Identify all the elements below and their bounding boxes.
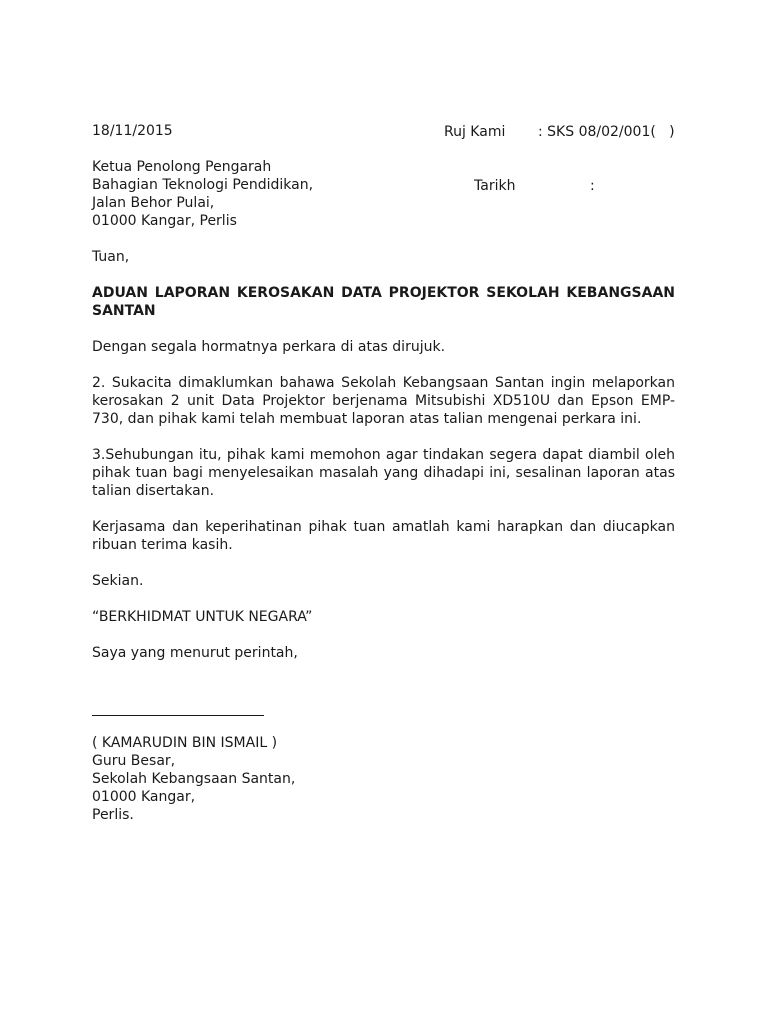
paragraph-3: 3.Sehubungan itu, pihak kami memohon agar tindakan segera dapat diambil oleh pihak tuan bagi menyelesaikan masalah yang dihadapi ini, sesalinan laporan atas talian disertakan. xyxy=(92,447,675,499)
letter-subject: ADUAN LAPORAN KEROSAKAN DATA PROJEKTOR SEKOLAH KEBANGSAAN SANTAN xyxy=(92,285,675,319)
signature-line xyxy=(92,698,264,716)
ruj-kami-label: Ruj Kami xyxy=(444,124,506,140)
signer-title: Guru Besar, xyxy=(92,753,176,769)
recipient-line-4: 01000 Kangar, Perlis xyxy=(92,213,237,229)
letter-date: 18/11/2015 xyxy=(92,123,173,139)
recipient-line-2: Bahagian Teknologi Pendidikan, xyxy=(92,177,314,193)
recipient-address xyxy=(92,158,675,230)
ruj-kami-value: : SKS 08/02/001( ) xyxy=(538,124,675,140)
closing-motto: “BERKHIDMAT UNTUK NEGARA” xyxy=(92,609,313,625)
signer-school: Sekolah Kebangsaan Santan, xyxy=(92,771,296,787)
signature-block xyxy=(92,734,675,824)
letter-body xyxy=(92,122,675,824)
recipient-line-1: Ketua Penolong Pengarah xyxy=(92,159,272,175)
signer-city: 01000 Kangar, xyxy=(92,789,196,805)
signer-name: ( KAMARUDIN BIN ISMAIL ) xyxy=(92,735,278,751)
paragraph-2: 2. Sukacita dimaklumkan bahawa Sekolah Kebangsaan Santan ingin melaporkan kerosakan 2 unit Data Projektor berjenama Mitsubishi XD510U dan Epson EMP-730, dan pihak kami telah membuat laporan atas talian mengenai perkara ini. xyxy=(92,375,675,427)
paragraph-1: Dengan segala hormatnya perkara di atas dirujuk. xyxy=(92,339,446,355)
paragraph-4: Kerjasama dan keperihatinan pihak tuan amatlah kami harapkan dan diucapkan ribuan terima kasih. xyxy=(92,519,675,553)
recipient-line-3: Jalan Behor Pulai, xyxy=(92,195,215,211)
tarikh-label: Tarikh xyxy=(474,178,516,194)
closing-perintah: Saya yang menurut perintah, xyxy=(92,645,298,661)
salutation: Tuan, xyxy=(92,249,130,265)
closing-sekian: Sekian. xyxy=(92,573,144,589)
tarikh-colon: : xyxy=(590,178,595,194)
signer-state: Perlis. xyxy=(92,807,134,823)
